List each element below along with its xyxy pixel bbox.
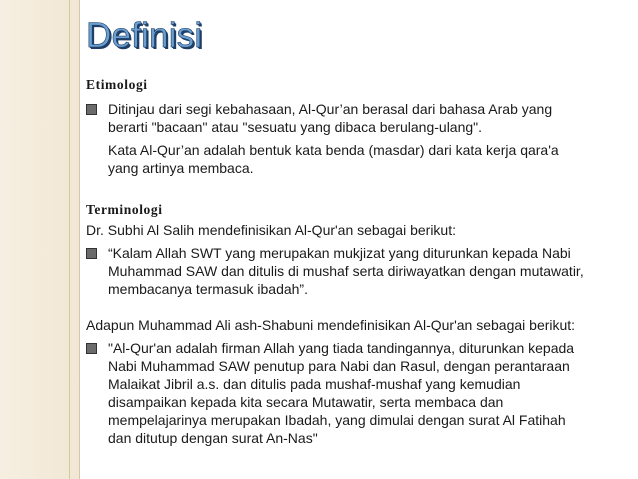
left-decorative-band (0, 0, 79, 479)
text-line: Nabi Muhammad SAW penutup para Nabi dan Rasul, dengan perantaraan (108, 358, 570, 374)
text-line: berarti "bacaan" atau "sesuatu yang dibaca berulang-ulang". (108, 119, 483, 135)
text-line: disampaikan kepada kita secara Mutawatir, serta membaca dan (108, 394, 504, 410)
etimologi-paragraph (86, 141, 626, 177)
shabuni-intro: Adapun Muhammad Ali ash-Shabuni mendefinisikan Al-Qur'an sebagai berikut: (86, 317, 576, 333)
text-line: mempelajarinya merupakan Ibadah, yang dimulai dengan surat Al Fatihah (108, 412, 566, 428)
decorative-line (79, 0, 80, 479)
slide-title: Definisi (86, 16, 203, 55)
subhi-intro: Dr. Subhi Al Salih mendefinisikan Al-Qur'an sebagai berikut: (86, 222, 456, 238)
title-area (0, 0, 638, 70)
text-line: dan ditutup dengan surat An-Nas" (108, 430, 318, 446)
etimologi-bullet (86, 100, 626, 136)
slide-content (86, 70, 626, 447)
square-bullet-icon (86, 104, 97, 115)
text-line: "Al-Qur'an adalah firman Allah yang tiada tandingannya, diturunkan kepada (108, 340, 575, 356)
text-line: Ditinjau dari segi kebahasaan, Al-Qur’an berasal dari bahasa Arab yang (108, 101, 553, 117)
text-line: membacanya termasuk ibadah”. (108, 281, 308, 297)
shabuni-quote-bullet (86, 339, 626, 447)
subhi-quote-bullet (86, 244, 626, 298)
text-line: Malaikat Jibril a.s. dan ditulis pada mushaf-mushaf yang kemudian (108, 376, 521, 392)
decorative-line (69, 0, 70, 479)
terminologi-heading: Terminologi (86, 202, 163, 217)
text-line: “Kalam Allah SWT yang merupakan mukjizat yang diturunkan kepada Nabi (108, 245, 571, 261)
square-bullet-icon (86, 248, 97, 259)
etimologi-heading: Etimologi (86, 77, 148, 92)
text-line: Kata Al-Qur’an adalah bentuk kata benda (masdar) dari kata kerja qara'a (108, 142, 559, 158)
square-bullet-icon (86, 343, 97, 354)
text-line: Muhammad SAW dan ditulis di mushaf serta diriwayatkan dengan mutawatir, (108, 263, 584, 279)
text-line: yang artinya membaca. (108, 160, 254, 176)
